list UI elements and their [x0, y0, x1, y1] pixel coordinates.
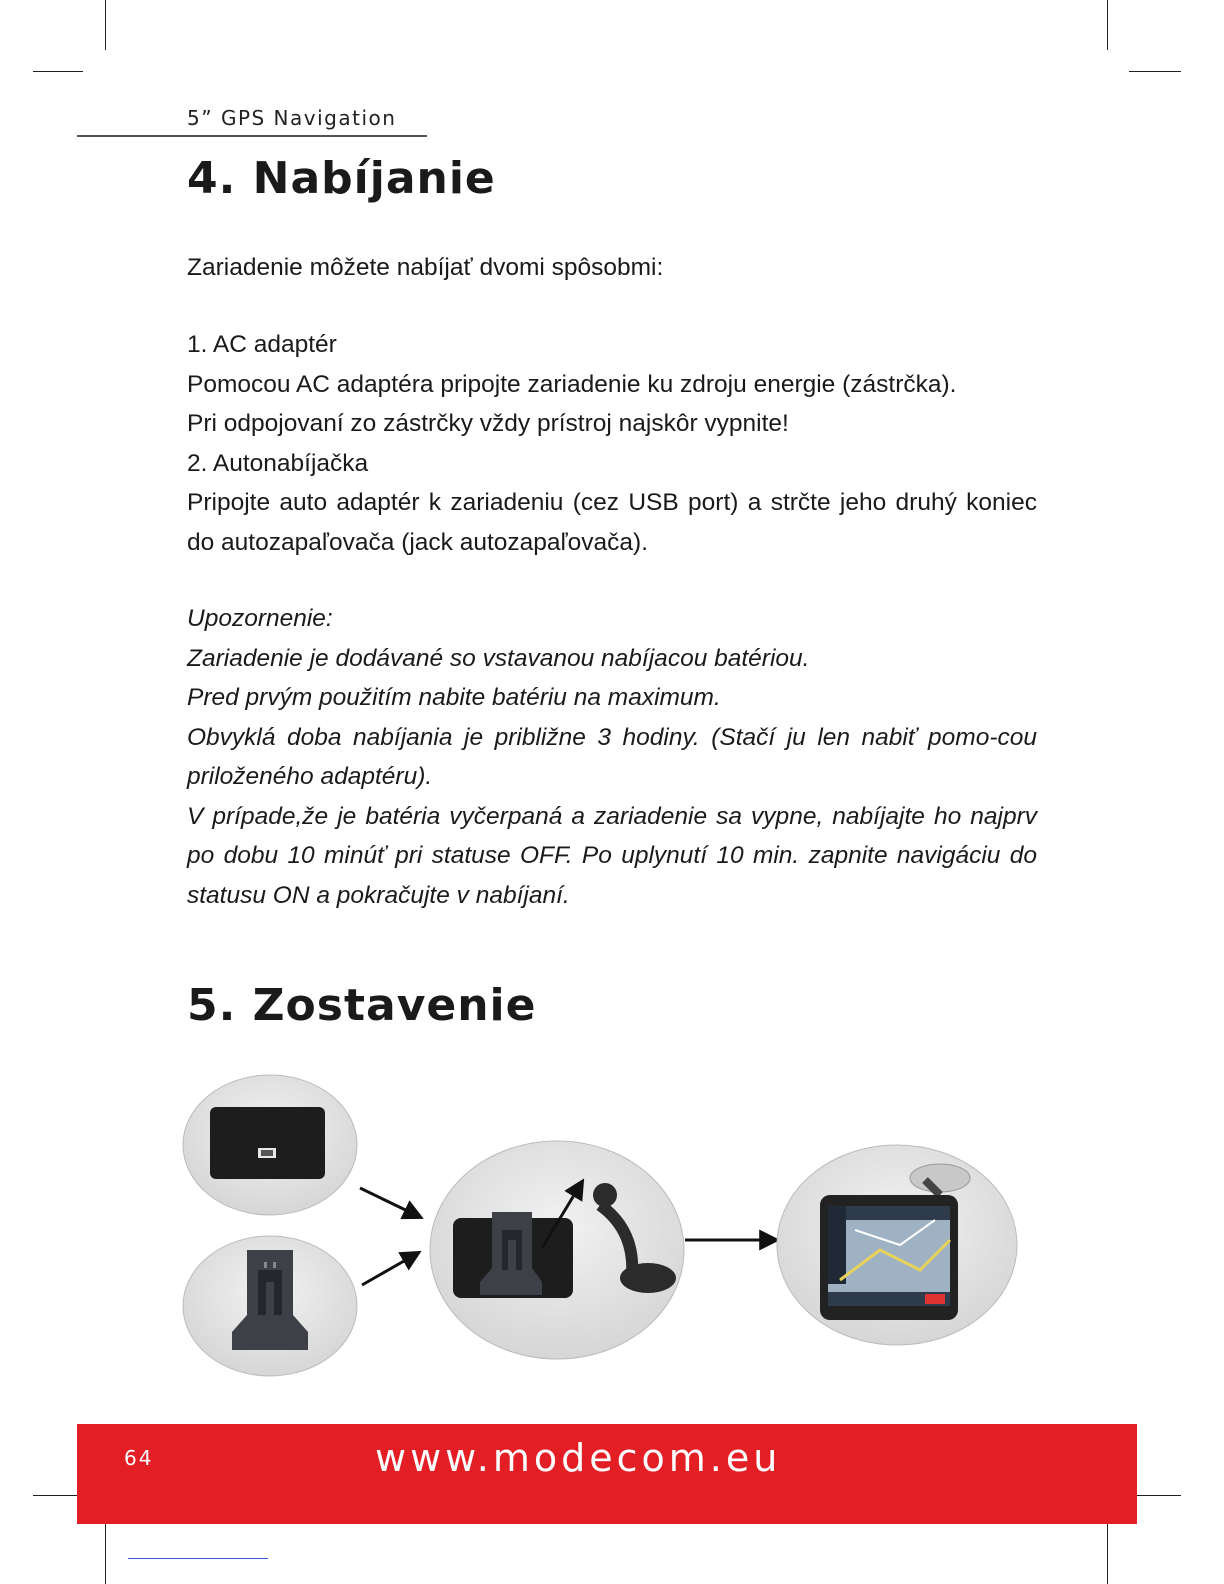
method-1-warning: Pri odpojovaní zo zástrčky vždy prístroj najskôr vypnite! — [187, 410, 789, 437]
website-link[interactable]: www.modecom.eu — [375, 1436, 782, 1480]
crop-mark — [1107, 0, 1108, 50]
note-line: V prípade,že je batéria vyčerpaná a zariadenie sa vypne, nabíjajte ho najprv po dobu 10 minúť pri statuse OFF. Po uplynutí 10 min. zapnite navigáciu do statusu ON a pokračujte v nabíjaní. — [187, 802, 1037, 909]
method-2-text: Pripojte auto adaptér k zariadeniu (cez USB port) a strčte jeho druhý koniec do autozapaľovača (jack autozapaľovača). — [187, 489, 1037, 556]
section-5-heading: 5. Zostavenie — [187, 980, 537, 1031]
bracket-attach-icon — [430, 1141, 684, 1359]
section-4-heading: 4. Nabíjanie — [187, 153, 496, 204]
method-2-title: 2. Autonabíjačka — [187, 449, 369, 477]
mount-bracket-icon — [183, 1236, 357, 1376]
assembly-figure — [180, 1070, 1040, 1390]
note-title: Upozornenie: — [187, 605, 333, 632]
charging-note — [187, 599, 1037, 915]
method-1-text: Pomocou AC adaptéra pripojte zariadenie ku zdroju energie (zástrčka). — [187, 370, 957, 398]
device-back-icon — [183, 1075, 357, 1215]
running-header: 5” GPS Navigation — [187, 106, 397, 130]
page-number: 64 — [124, 1446, 154, 1470]
crop-mark — [33, 1495, 83, 1496]
crop-mark — [105, 0, 106, 50]
footer-bar — [77, 1424, 1137, 1524]
crop-mark — [1129, 71, 1181, 72]
mounted-navigation-icon — [777, 1145, 1017, 1345]
method-1-title: 1. AC adaptér — [187, 331, 337, 358]
bottom-rule — [128, 1558, 268, 1559]
header-rule — [77, 135, 427, 137]
crop-mark — [1107, 1515, 1108, 1584]
crop-mark — [33, 71, 83, 72]
crop-mark — [105, 1515, 106, 1584]
note-line: Pred prvým použitím nabite batériu na maximum. — [187, 684, 721, 711]
note-line: Obvyklá doba nabíjania je približne 3 hodiny. (Stačí ju len nabiť pomo-cou priloženého adaptéru). — [187, 723, 1037, 790]
arrow-icon — [360, 1188, 420, 1217]
note-line: Zariadenie je dodávané so vstavanou nabíjacou batériou. — [187, 644, 810, 672]
intro-text: Zariadenie môžete nabíjať dvomi spôsobmi: — [187, 254, 664, 281]
section-4-intro — [187, 248, 1037, 288]
arrow-icon — [362, 1253, 418, 1285]
charging-methods — [187, 325, 1037, 562]
